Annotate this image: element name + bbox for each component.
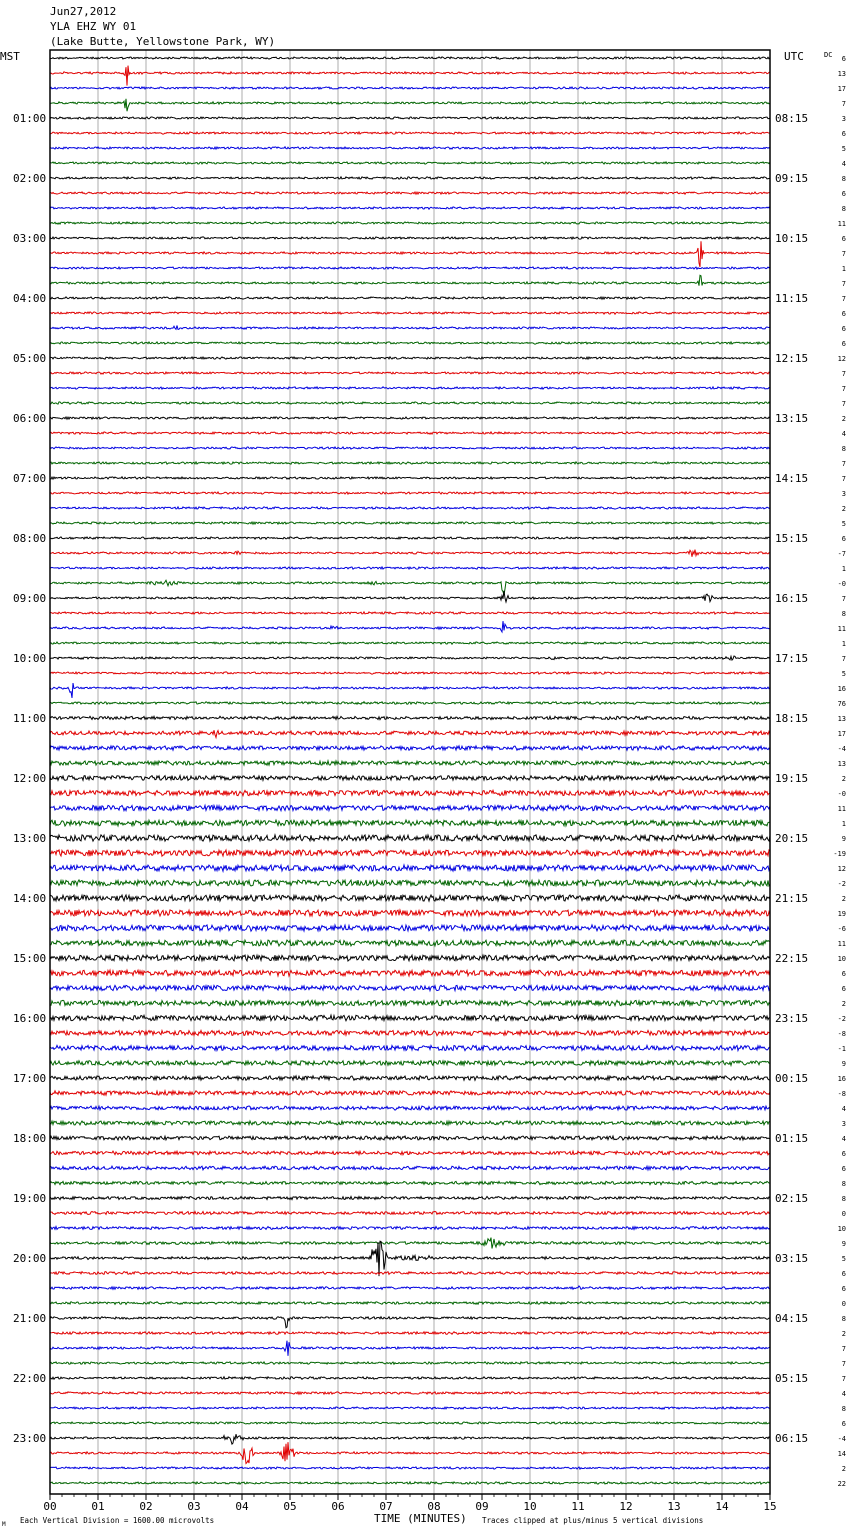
dc-offset-label: 3	[841, 490, 846, 498]
dc-offset-label: 2	[841, 775, 846, 783]
dc-offset-labels	[833, 55, 846, 1488]
trace-line	[50, 1317, 770, 1328]
mst-hour-label: 07:00	[13, 472, 47, 485]
trace-line	[50, 1362, 770, 1365]
utc-hour-label: 05:15	[775, 1372, 809, 1385]
utc-hour-label: 14:15	[775, 472, 809, 485]
dc-offset-label: 12	[837, 865, 846, 873]
x-tick-label-15: 15	[763, 1500, 777, 1513]
dc-offset-label: 13	[837, 715, 846, 723]
dc-offset-label: 16	[837, 1075, 846, 1083]
trace-line	[50, 1377, 770, 1380]
minute-gridlines	[98, 50, 722, 1494]
trace-line	[50, 297, 770, 299]
dc-offset-label: 22	[837, 1480, 846, 1488]
dc-offset-label: 7	[841, 295, 846, 303]
dc-offset-label: 2	[841, 895, 846, 903]
trace-line	[50, 865, 770, 871]
trace-line	[50, 147, 770, 149]
dc-offset-label: 7	[841, 100, 846, 108]
trace-line	[50, 683, 770, 698]
trace-line	[50, 955, 770, 961]
utc-hour-label: 23:15	[775, 1012, 809, 1025]
trace-line	[50, 507, 770, 509]
trace-line	[50, 1272, 770, 1275]
trace-line	[50, 621, 770, 632]
trace-line	[50, 985, 770, 990]
utc-hour-label: 17:15	[775, 652, 809, 665]
dc-offset-label: 1	[841, 640, 846, 648]
seismic-traces	[50, 57, 770, 1484]
mst-hour-label: 05:00	[13, 352, 47, 365]
mst-hour-label: 19:00	[13, 1192, 47, 1205]
trace-line	[50, 761, 770, 765]
mst-hour-label: 06:00	[13, 412, 47, 425]
trace-line	[50, 357, 770, 359]
dc-offset-label: 6	[841, 1165, 846, 1173]
x-tick-label-9: 09	[475, 1500, 489, 1513]
trace-line	[50, 1442, 770, 1463]
trace-line	[50, 746, 770, 750]
dc-offset-label: 1	[841, 265, 846, 273]
utc-hour-label: 00:15	[775, 1072, 809, 1085]
trace-line	[50, 895, 770, 901]
trace-line	[50, 267, 770, 269]
dc-offset-label: 76	[837, 700, 846, 708]
dc-offset-label: 8	[841, 445, 846, 453]
dc-offset-label: 1	[841, 565, 846, 573]
mst-hour-label: 04:00	[13, 292, 47, 305]
utc-hour-label: 04:15	[775, 1312, 809, 1325]
dc-offset-label: -0	[837, 580, 846, 588]
x-tick-label-1: 01	[91, 1500, 105, 1513]
trace-line	[50, 612, 770, 614]
trace-line	[50, 447, 770, 449]
dc-offset-label: 5	[841, 1255, 846, 1263]
mst-hour-label: 10:00	[13, 652, 47, 665]
trace-line	[50, 237, 770, 239]
utc-hour-labels	[775, 112, 808, 1445]
corner-mark: M	[2, 1521, 6, 1528]
dc-offset-label: 8	[841, 1195, 846, 1203]
dc-offset-label: 7	[841, 385, 846, 393]
dc-offset-label: 16	[837, 685, 846, 693]
station-label: YLA EHZ WY 01	[50, 20, 137, 33]
trace-line	[50, 57, 770, 59]
dc-offset-label: 7	[841, 475, 846, 483]
trace-line	[50, 925, 770, 931]
utc-hour-label: 02:15	[775, 1192, 809, 1205]
date-label: Jun27,2012	[50, 5, 117, 18]
trace-line	[50, 850, 770, 856]
trace-line	[50, 275, 770, 285]
dc-offset-label: 6	[841, 340, 846, 348]
dc-offset-label: 6	[841, 130, 846, 138]
utc-hour-label: 06:15	[775, 1432, 809, 1445]
dc-offset-label: 17	[837, 85, 846, 93]
dc-offset-label: 13	[837, 760, 846, 768]
trace-line	[50, 177, 770, 179]
trace-line	[50, 537, 770, 539]
trace-line	[50, 1482, 770, 1484]
dc-offset-label: 7	[841, 1360, 846, 1368]
x-axis	[43, 1494, 776, 1513]
trace-line	[50, 326, 770, 330]
dc-offset-label: 11	[837, 805, 846, 813]
mst-hour-label: 14:00	[13, 892, 47, 905]
dc-offset-label: 4	[841, 160, 846, 168]
x-tick-label-14: 14	[715, 1500, 729, 1513]
trace-line	[50, 567, 770, 569]
trace-line	[50, 492, 770, 494]
mst-hour-label: 16:00	[13, 1012, 47, 1025]
dc-offset-label: 6	[841, 190, 846, 198]
x-tick-label-7: 07	[379, 1500, 393, 1513]
utc-hour-label: 13:15	[775, 412, 809, 425]
vertical-division-note: Each Vertical Division = 1600.00 microvolts	[20, 1516, 215, 1525]
trace-line	[50, 1061, 770, 1066]
dc-offset-label: 11	[837, 220, 846, 228]
trace-line	[50, 1091, 770, 1095]
dc-offset-label: 9	[841, 1060, 846, 1068]
dc-offset-label: 1	[841, 820, 846, 828]
dc-offset-label: 7	[841, 250, 846, 258]
dc-offset-label: 6	[841, 970, 846, 978]
dc-offset-label: 7	[841, 1375, 846, 1383]
trace-line	[50, 1106, 770, 1110]
dc-offset-label: 8	[841, 175, 846, 183]
dc-offset-label: 5	[841, 670, 846, 678]
dc-offset-label: 4	[841, 430, 846, 438]
dc-offset-label: -2	[837, 880, 846, 888]
dc-offset-label: 7	[841, 595, 846, 603]
dc-offset-label: 17	[837, 730, 846, 738]
trace-line	[50, 402, 770, 404]
dc-offset-label: 7	[841, 655, 846, 663]
mst-hour-label: 03:00	[13, 232, 47, 245]
mst-hour-label: 12:00	[13, 772, 47, 785]
dc-offset-label: 11	[837, 625, 846, 633]
dc-offset-label: -1	[837, 1045, 846, 1053]
trace-line	[50, 192, 770, 194]
trace-line	[50, 66, 770, 86]
plot-frame	[50, 50, 770, 1494]
dc-offset-label: 0	[841, 1210, 846, 1218]
mst-axis-label: MST	[0, 50, 20, 63]
trace-line	[50, 1211, 770, 1214]
utc-hour-label: 01:15	[775, 1132, 809, 1145]
trace-line	[50, 1121, 770, 1125]
utc-hour-label: 11:15	[775, 292, 809, 305]
trace-line	[50, 1076, 770, 1080]
trace-line	[50, 1030, 770, 1035]
mst-hour-label: 09:00	[13, 592, 47, 605]
x-tick-label-12: 12	[619, 1500, 633, 1513]
trace-line	[50, 117, 770, 119]
dc-offset-label: 8	[841, 205, 846, 213]
x-tick-label-2: 02	[139, 1500, 153, 1513]
location-label: (Lake Butte, Yellowstone Park, WY)	[50, 35, 276, 48]
utc-axis-label: UTC	[784, 50, 804, 63]
trace-line	[50, 522, 770, 524]
dc-offset-label: 0	[841, 1300, 846, 1308]
dc-offset-label: 2	[841, 415, 846, 423]
dc-offset-label: 6	[841, 985, 846, 993]
x-tick-label-4: 04	[235, 1500, 249, 1513]
x-tick-label-5: 05	[283, 1500, 297, 1513]
dc-offset-label: 19	[837, 910, 846, 918]
dc-offset-label: 8	[841, 1405, 846, 1413]
dc-axis-label: DC	[824, 51, 833, 59]
trace-line	[50, 477, 770, 479]
dc-offset-label: 3	[841, 115, 846, 123]
utc-hour-label: 08:15	[775, 112, 809, 125]
trace-line	[50, 1422, 770, 1424]
trace-line	[50, 1166, 770, 1170]
trace-line	[50, 1341, 770, 1356]
trace-line	[50, 87, 770, 89]
x-tick-label-13: 13	[667, 1500, 681, 1513]
dc-offset-label: 9	[841, 1240, 846, 1248]
dc-offset-label: -8	[837, 1090, 846, 1098]
utc-hour-label: 18:15	[775, 712, 809, 725]
trace-line	[50, 1045, 770, 1050]
dc-offset-label: -0	[837, 790, 846, 798]
dc-offset-label: 9	[841, 835, 846, 843]
utc-hour-label: 16:15	[775, 592, 809, 605]
trace-line	[50, 99, 770, 111]
mst-hour-label: 21:00	[13, 1312, 47, 1325]
trace-line	[50, 342, 770, 344]
trace-line	[50, 241, 770, 267]
dc-offset-label: 2	[841, 1465, 846, 1473]
utc-hour-label: 03:15	[775, 1252, 809, 1265]
dc-offset-label: 7	[841, 370, 846, 378]
trace-line	[50, 776, 770, 781]
dc-offset-label: 7	[841, 280, 846, 288]
trace-line	[50, 432, 770, 434]
utc-hour-label: 12:15	[775, 352, 809, 365]
x-tick-label-8: 08	[427, 1500, 441, 1513]
trace-line	[50, 1467, 770, 1469]
mst-hour-label: 02:00	[13, 172, 47, 185]
dc-offset-label: 6	[841, 1420, 846, 1428]
trace-line	[50, 835, 770, 841]
dc-offset-label: 6	[841, 535, 846, 543]
dc-offset-label: 2	[841, 1000, 846, 1008]
x-tick-label-11: 11	[571, 1500, 585, 1513]
trace-line	[50, 1015, 770, 1021]
trace-line	[50, 462, 770, 464]
x-tick-label-0: 00	[43, 1500, 57, 1513]
dc-offset-label: 6	[841, 235, 846, 243]
dc-offset-label: 2	[841, 505, 846, 513]
trace-line	[50, 702, 770, 705]
x-tick-label-3: 03	[187, 1500, 201, 1513]
mst-hour-label: 08:00	[13, 532, 47, 545]
dc-offset-label: 3	[841, 1120, 846, 1128]
dc-offset-label: 5	[841, 520, 846, 528]
trace-line	[50, 940, 770, 946]
trace-line	[50, 1196, 770, 1199]
dc-offset-label: 6	[841, 325, 846, 333]
dc-offset-label: 6	[841, 1285, 846, 1293]
trace-line	[50, 820, 770, 826]
trace-line	[50, 790, 770, 796]
trace-line	[50, 880, 770, 886]
dc-offset-label: 6	[841, 1270, 846, 1278]
mst-hour-label: 20:00	[13, 1252, 47, 1265]
mst-hour-label: 13:00	[13, 832, 47, 845]
dc-offset-label: 6	[841, 1150, 846, 1158]
trace-line	[50, 132, 770, 134]
dc-offset-label: -19	[833, 850, 846, 858]
trace-line	[50, 417, 770, 419]
dc-offset-label: 4	[841, 1390, 846, 1398]
dc-offset-label: 11	[837, 940, 846, 948]
trace-line	[50, 730, 770, 737]
mst-hour-label: 17:00	[13, 1072, 47, 1085]
dc-offset-label: 5	[841, 145, 846, 153]
dc-offset-label: 13	[837, 70, 846, 78]
mst-hour-label: 18:00	[13, 1132, 47, 1145]
mst-hour-labels	[13, 112, 46, 1445]
x-tick-label-6: 06	[331, 1500, 345, 1513]
trace-line	[50, 672, 770, 674]
trace-line	[50, 1407, 770, 1409]
trace-line	[50, 910, 770, 916]
trace-line	[50, 1238, 770, 1249]
trace-line	[50, 1000, 770, 1006]
dc-offset-label: 7	[841, 460, 846, 468]
trace-line	[50, 716, 770, 719]
trace-line	[50, 372, 770, 374]
dc-offset-label: 4	[841, 1105, 846, 1113]
trace-line	[50, 1434, 770, 1444]
dc-offset-label: -6	[837, 925, 846, 933]
mst-hour-label: 23:00	[13, 1432, 47, 1445]
trace-line	[50, 642, 770, 644]
trace-line	[50, 1226, 770, 1229]
trace-line	[50, 387, 770, 389]
trace-line	[50, 805, 770, 810]
dc-offset-label: 7	[841, 400, 846, 408]
utc-hour-label: 15:15	[775, 532, 809, 545]
trace-line	[50, 1181, 770, 1184]
x-tick-label-10: 10	[523, 1500, 537, 1513]
trace-line	[50, 656, 770, 660]
utc-hour-label: 09:15	[775, 172, 809, 185]
trace-line	[50, 550, 770, 557]
dc-offset-label: -4	[837, 1435, 846, 1443]
trace-line	[50, 1151, 770, 1155]
trace-line	[50, 1286, 770, 1289]
trace-line	[50, 1136, 770, 1140]
dc-offset-label: -2	[837, 1015, 846, 1023]
dc-offset-label: -8	[837, 1030, 846, 1038]
dc-offset-label: 14	[837, 1450, 846, 1458]
dc-offset-label: 10	[837, 1225, 846, 1233]
utc-hour-label: 22:15	[775, 952, 809, 965]
trace-line	[50, 1392, 770, 1394]
dc-offset-label: -7	[837, 550, 846, 558]
trace-line	[50, 1302, 770, 1305]
trace-line	[50, 591, 770, 602]
trace-line	[50, 970, 770, 976]
clipping-note: Traces clipped at plus/minus 5 vertical divisions	[482, 1516, 704, 1525]
trace-line	[50, 162, 770, 164]
dc-offset-label: 4	[841, 1135, 846, 1143]
dc-offset-label: 8	[841, 610, 846, 618]
mst-hour-label: 01:00	[13, 112, 47, 125]
dc-offset-label: 2	[841, 1330, 846, 1338]
dc-offset-label: 8	[841, 1180, 846, 1188]
mst-hour-label: 11:00	[13, 712, 47, 725]
utc-hour-label: 20:15	[775, 832, 809, 845]
x-axis-title: TIME (MINUTES)	[374, 1512, 467, 1525]
mst-hour-label: 22:00	[13, 1372, 47, 1385]
dc-offset-label: 6	[841, 55, 846, 63]
dc-offset-label: 8	[841, 1315, 846, 1323]
utc-hour-label: 10:15	[775, 232, 809, 245]
dc-offset-label: 12	[837, 355, 846, 363]
trace-line	[50, 312, 770, 314]
trace-line	[50, 1241, 770, 1276]
trace-line	[50, 207, 770, 209]
utc-hour-label: 21:15	[775, 892, 809, 905]
dc-offset-label: 10	[837, 955, 846, 963]
dc-offset-label: 7	[841, 1345, 846, 1353]
trace-line	[50, 1332, 770, 1335]
trace-line	[50, 580, 770, 595]
dc-offset-label: 6	[841, 310, 846, 318]
trace-line	[50, 222, 770, 224]
utc-hour-label: 19:15	[775, 772, 809, 785]
dc-offset-label: -4	[837, 745, 846, 753]
mst-hour-label: 15:00	[13, 952, 47, 965]
